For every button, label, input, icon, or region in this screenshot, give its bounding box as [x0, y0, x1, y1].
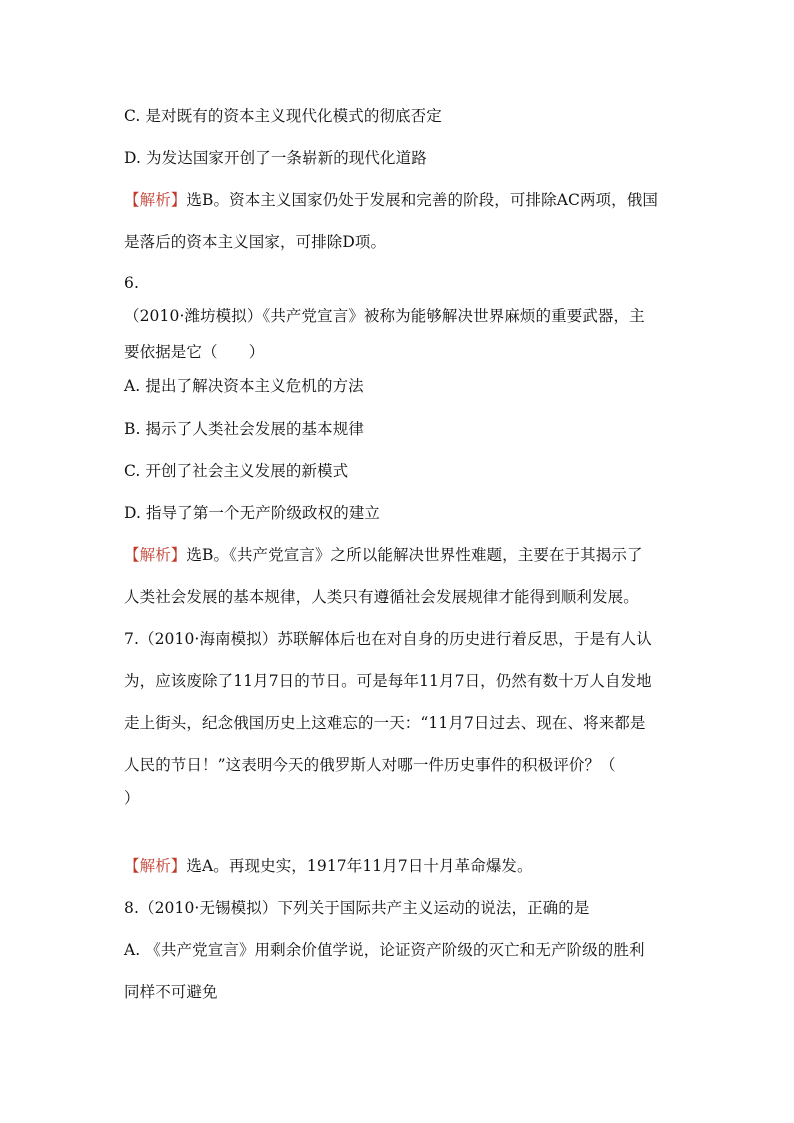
analysis-q5: [124, 190, 658, 210]
question-7-stem: 7.（2010·海南模拟）苏联解体后也在对自身的历史进行着反思，于是有人认: [124, 630, 652, 648]
analysis-text: 选B。《共产党宣言》之所以能解决世界性难题，主要在于其揭示了: [186, 546, 643, 564]
analysis-text: 选A。再现史实，1917年11月7日十月革命爆发。: [186, 857, 533, 875]
question-6-stem-cont: 要依据是它（ ）: [124, 343, 265, 361]
line-d-option-q5: D. 为发达国家开创了一条崭新的现代化道路: [124, 149, 427, 167]
analysis-text: 选B。资本主义国家仍处于发展和完善的阶段，可排除AC两项，俄国: [186, 191, 658, 209]
question-7-stem-4: 人民的节日！”这表明今天的俄罗斯人对哪一件历史事件的积极评价？（: [124, 756, 616, 774]
option-d-q6: D. 指导了第一个无产阶级政权的建立: [124, 504, 381, 522]
question-7-stem-2: 为，应该废除了11月7日的节日。可是每年11月7日，仍然有数十万人自发地: [124, 672, 652, 690]
option-c-q6: C. 开创了社会主义发展的新模式: [124, 462, 349, 480]
option-a-q8: A. 《共产党宣言》用剩余价值学说，论证资产阶级的灭亡和无产阶级的胜利: [124, 941, 645, 959]
option-a-q8-cont: 同样不可避免: [124, 983, 218, 1001]
analysis-tag: 【解析】: [124, 546, 187, 564]
analysis-q6: [124, 545, 643, 565]
line-c-option-q5: C. 是对既有的资本主义现代化模式的彻底否定: [124, 107, 442, 125]
analysis-q5-cont: 是落后的资本主义国家，可排除D项。: [124, 233, 387, 251]
question-number-6: 6.: [124, 274, 139, 292]
question-7-stem-5: ）: [124, 789, 140, 807]
analysis-tag: 【解析】: [124, 857, 187, 875]
option-a-q6: A. 提出了解决资本主义危机的方法: [124, 377, 364, 395]
question-8-stem: 8.（2010·无锡模拟）下列关于国际共产主义运动的说法，正确的是: [124, 899, 590, 917]
analysis-tag: 【解析】: [124, 191, 187, 209]
analysis-q6-cont: 人类社会发展的基本规律，人类只有遵循社会发展规律才能得到顺利发展。: [124, 588, 639, 606]
question-6-stem: （2010·潍坊模拟）《共产党宣言》被称为能够解决世界麻烦的重要武器，主: [124, 307, 645, 325]
option-b-q6: B. 揭示了人类社会发展的基本规律: [124, 420, 364, 438]
analysis-q7: [124, 856, 533, 876]
question-7-stem-3: 走上街头，纪念俄国历史上这难忘的一天：“11月7日过去、现在、将来都是: [124, 714, 646, 732]
